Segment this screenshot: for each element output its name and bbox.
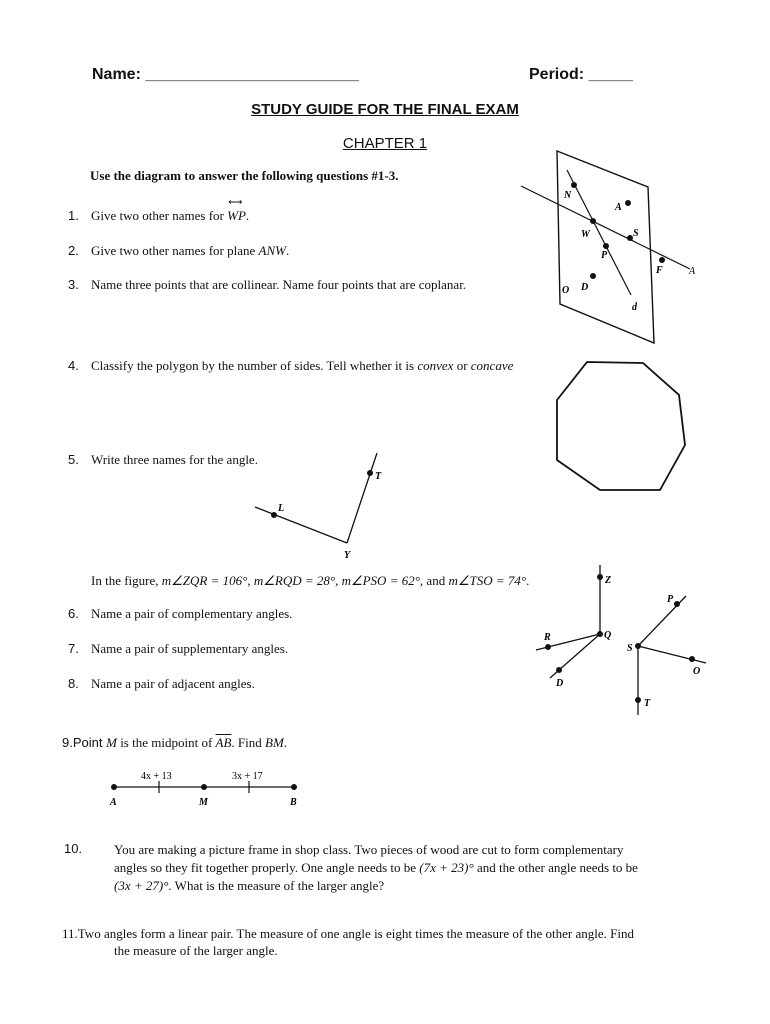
math-text: WP xyxy=(227,208,246,223)
label-a3: A xyxy=(110,797,117,808)
point-m xyxy=(201,784,207,790)
label-s: S xyxy=(633,228,639,239)
question-number: 7. xyxy=(68,641,79,656)
intro-text: In the figure, xyxy=(91,573,162,588)
polygon-figure xyxy=(545,355,695,500)
point-o2 xyxy=(689,656,695,662)
expr-am: 4x + 13 xyxy=(141,771,172,782)
ray-so xyxy=(638,646,706,663)
math-expression: (7x + 23)° xyxy=(419,860,474,875)
segment-figure xyxy=(100,765,310,815)
math-text: M xyxy=(106,735,117,750)
chapter-heading: CHAPTER 1 xyxy=(342,135,428,152)
point-w xyxy=(590,218,596,224)
question-number: 3. xyxy=(68,277,79,292)
and-text: , and xyxy=(419,573,449,588)
question-9 xyxy=(62,735,287,751)
ray-yt xyxy=(347,453,377,543)
question-6: Name a pair of complementary angles. xyxy=(91,606,293,621)
q10-text: and the other angle needs to be xyxy=(473,860,638,875)
label-o: O xyxy=(562,285,570,296)
term-convex: convex xyxy=(417,358,454,373)
question-number: 1. xyxy=(68,208,79,223)
line-arrow-icon: ⟷ xyxy=(228,197,243,208)
question-text: Give two other names for xyxy=(91,208,228,223)
label-q: Q xyxy=(604,630,612,641)
question-7: Name a pair of supplementary angles. xyxy=(91,641,289,656)
q10-line xyxy=(114,859,638,877)
q10-text: . What is the measure of the larger angle? xyxy=(168,878,385,893)
question-8: Name a pair of adjacent angles. xyxy=(91,676,255,691)
q10-line xyxy=(114,877,638,895)
line-wp xyxy=(227,197,246,223)
label-m: M xyxy=(199,797,208,808)
angle-measure: m∠TSO = 74° xyxy=(448,573,527,588)
label-p: P xyxy=(601,250,608,261)
label-w: W xyxy=(581,229,590,240)
term-concave: concave xyxy=(470,358,514,373)
period-field-label: Period: _____ xyxy=(529,66,634,83)
point-l xyxy=(271,512,277,518)
point-a2 xyxy=(111,784,117,790)
or-text: or xyxy=(453,358,471,373)
octagon-shape xyxy=(557,362,685,490)
question-number: 5. xyxy=(68,452,79,467)
label-s2: S xyxy=(627,643,633,654)
line-d xyxy=(567,170,631,295)
point-p2 xyxy=(674,601,680,607)
angles-figure xyxy=(528,560,718,720)
point-d xyxy=(590,273,596,279)
question-10 xyxy=(114,841,638,895)
label-o2: O xyxy=(693,666,701,677)
question-number: 10. xyxy=(64,841,83,856)
page-title: STUDY GUIDE FOR THE FINAL EXAM xyxy=(251,101,519,118)
label-a: A xyxy=(615,202,622,213)
point-s2 xyxy=(635,643,641,649)
question-5: Write three names for the angle. xyxy=(91,452,258,467)
punct: . xyxy=(245,208,250,223)
point-b xyxy=(291,784,297,790)
point-t2 xyxy=(635,697,641,703)
question-number: 2. xyxy=(68,243,79,258)
label-z: Z xyxy=(605,575,612,586)
label-r: R xyxy=(544,632,551,643)
label-b: B xyxy=(290,797,297,808)
instruction-text: Use the diagram to answer the following questions #1-3. xyxy=(90,168,399,183)
math-expression: (3x + 27)° xyxy=(114,878,169,893)
label-f: F xyxy=(656,265,663,276)
math-text: BM xyxy=(265,735,284,750)
point-r xyxy=(545,644,551,650)
label-line-d: d xyxy=(632,302,637,313)
point-a xyxy=(625,200,631,206)
label-l: L xyxy=(278,503,285,514)
ray-yl xyxy=(255,507,347,543)
point-n xyxy=(571,182,577,188)
angle-lyt-figure xyxy=(245,445,390,565)
question-11 xyxy=(62,925,634,959)
question-text: Give two other names for plane xyxy=(91,243,259,258)
q9-text: is the midpoint of xyxy=(116,735,216,750)
question-text: Classify the polygon by the number of sides. Tell whether it is xyxy=(91,358,418,373)
point-t xyxy=(367,470,373,476)
label-y: Y xyxy=(344,550,351,561)
label-d3: D xyxy=(556,678,564,689)
point-z xyxy=(597,574,603,580)
segment-ab: $\overline{AB}$ xyxy=(215,735,232,750)
point-f xyxy=(659,257,665,263)
point-d2 xyxy=(556,667,562,673)
point-p xyxy=(603,243,609,249)
q10-text: angles so they fit together properly. One angle needs to be xyxy=(114,860,420,875)
expr-mb: 3x + 17 xyxy=(232,771,263,782)
question-number: 6. xyxy=(68,606,79,621)
angle-measure: m∠PSO = 62° xyxy=(341,573,420,588)
q11-line: the measure of the larger angle. xyxy=(114,943,278,958)
label-p2: P xyxy=(667,594,674,605)
question-number: 8. xyxy=(68,676,79,691)
name-field-label: Name: ________________________ xyxy=(92,66,359,83)
punct: . xyxy=(526,573,530,588)
question-1 xyxy=(91,197,250,224)
question-number: 4. xyxy=(68,358,79,373)
label-t: T xyxy=(375,471,382,482)
angle-measure: m∠RQD = 28° xyxy=(253,573,336,588)
figure-intro: In the figure, m∠ZQR = 106°, m∠RQD = 28°, m∠PSO = 62°, and m∠TSO = 74°. xyxy=(91,573,530,588)
q9-text: . Find xyxy=(231,735,266,750)
question-3: Name three points that are collinear. Name four points that are coplanar. xyxy=(91,277,467,292)
label-t2: T xyxy=(644,698,651,709)
q10-line: You are making a picture frame in shop class. Two pieces of wood are cut to form complementary xyxy=(114,842,624,857)
label-edge: A xyxy=(689,266,695,277)
punct: . xyxy=(285,243,290,258)
point-q xyxy=(597,631,603,637)
label-n: N xyxy=(564,190,572,201)
punct: . xyxy=(283,735,288,750)
label-d: D xyxy=(581,282,589,293)
angle-measure: m∠ZQR = 106° xyxy=(161,573,248,588)
plane-diagram xyxy=(515,148,695,348)
q11-line: 11.Two angles form a linear pair. The measure of one angle is eight times the measure of the other angle. Find xyxy=(62,926,634,941)
q9-prefix: 9.Point xyxy=(62,735,107,750)
question-2 xyxy=(91,243,289,259)
math-text: ANW xyxy=(258,243,286,258)
question-4 xyxy=(91,358,538,374)
